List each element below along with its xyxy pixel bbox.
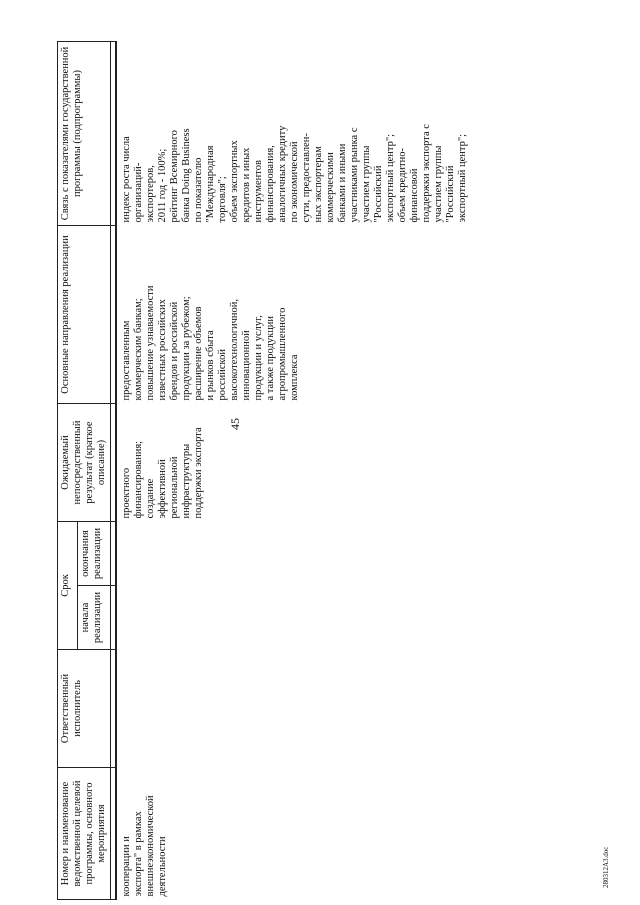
cell-executor bbox=[116, 650, 601, 768]
cell-main-directions: предоставленным коммерческим банкам; повышение узнаваемости известных российских брендов и российской продукции за рубежом; расширение объемов и рынков сбыта российской высокотехнологичной, инновационной продукции и услуг, а также продукции агропромышленного комплекса bbox=[121, 285, 300, 401]
cell-indicators-link: индекс роста числа организаций- экспортеров, 2011 год - 100%; рейтинг Всемирного банка Doing Business по показателю "Международная торговля"; объем экспортных кредитов и иных инструментов финансирования, аналогичных кредиту по экономической сути, предоставлен- ных экспортерам коммерческими банками и иными участниками рынка с участием группы "Российский экспортный центр"; объем кредитно- финансовой поддержки экспорта с участием группы "Российский экспортный центр"; bbox=[121, 124, 468, 223]
table-row bbox=[116, 41, 601, 899]
header-executor: Ответственный исполнитель bbox=[58, 650, 111, 768]
header-indicators-link: Связь с показателями государственной программы (подпрограммы) bbox=[58, 41, 111, 225]
document-file-code: 280312A3.doc bbox=[602, 846, 610, 888]
header-term-end: окончания реализации bbox=[77, 521, 110, 585]
header-program-name: Номер и наименование ведомственной целевой программы, основного мероприятия bbox=[58, 768, 111, 900]
cell-term-start bbox=[116, 586, 601, 650]
header-expected-result: Ожидаемый непосредственный результат (краткое описание) bbox=[58, 403, 111, 521]
header-term: Срок bbox=[58, 521, 78, 649]
header-term-start: начала реализации bbox=[77, 586, 110, 650]
cell-program-name: кооперации и экспорта" в рамках внешнеэкономической деятельности bbox=[121, 795, 168, 897]
program-table bbox=[57, 41, 601, 900]
page-number: 45 bbox=[228, 418, 242, 430]
cell-expected-result: проектного финансирования; создание эффективной региональной инфраструктуры поддержки экспорта bbox=[121, 427, 204, 519]
program-table-rotated bbox=[57, 42, 634, 900]
cell-term-end bbox=[116, 521, 601, 585]
header-main-directions: Основные направления реализации bbox=[58, 225, 111, 403]
